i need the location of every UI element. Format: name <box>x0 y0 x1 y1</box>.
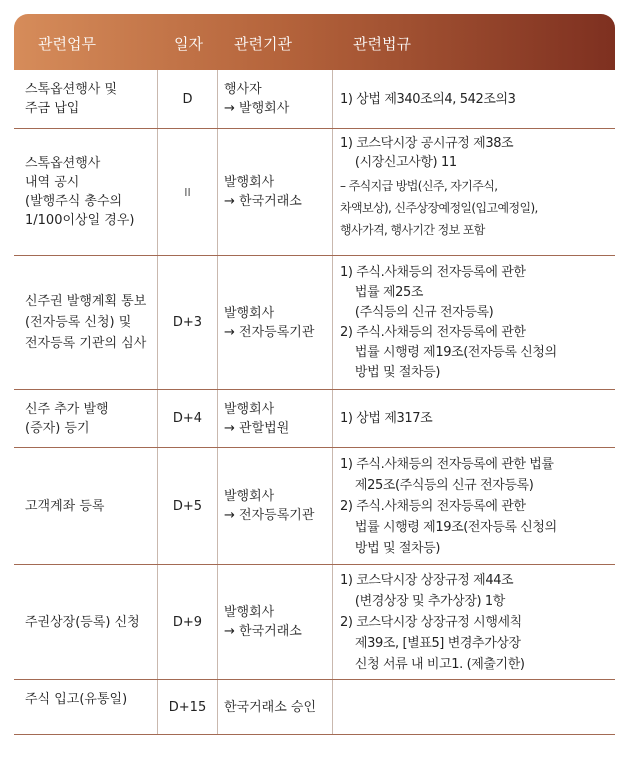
date-cell: D+5 <box>172 498 203 514</box>
law-cell: 1) 주식.사채등의 전자등록에 관한 법률 제25조(주식등의 신규 전자등록) 2) 주식.사채등의 전자등록에 관한 법률 시행령 제19조(전자등록 신청의 방법 및 절차등) <box>340 456 557 556</box>
date-cell: D+4 <box>172 411 203 426</box>
header-agency: 관련기관 <box>234 35 292 53</box>
table-header <box>14 14 615 70</box>
date-cell: D <box>182 91 193 107</box>
date-cell: II <box>184 185 191 199</box>
law-cell: 1) 상법 제317조 <box>340 411 433 426</box>
header-date: 일자 <box>174 35 203 53</box>
date-cell: D+15 <box>168 699 207 715</box>
table-row <box>14 680 615 735</box>
task-cell: 주권상장(등록) 신청 <box>25 614 140 630</box>
date-cell: D+9 <box>172 614 203 630</box>
agency-cell: 발행회사 → 한국거래소 <box>224 175 302 209</box>
table-body <box>14 70 615 735</box>
table-row <box>14 565 615 680</box>
law-cell: 1) 주식.사채등의 전자등록에 관한 법률 제25조 (주식등의 신규 전자등록) 2) 주식.사채등의 전자등록에 관한 법률 시행령 제19조(전자등록 신청의 방법 및 절차등) <box>340 264 557 380</box>
agency-cell: 발행회사 → 관할법원 <box>224 401 290 436</box>
table-row <box>14 256 615 390</box>
agency-cell: 발행회사 → 한국거래소 <box>224 605 302 639</box>
agency-cell: 한국거래소 승인 <box>224 699 317 715</box>
task-cell: 스톡옵션행사 내역 공시 (발행주식 총수의 1/100이상일 경우) <box>25 156 135 228</box>
task-cell: 고객계좌 등록 <box>25 498 105 514</box>
agency-cell: 행사자 → 발행회사 <box>224 82 290 116</box>
date-cell: D+3 <box>172 315 203 330</box>
header-law: 관련법규 <box>353 35 411 53</box>
law-note: – 주식지급 방법(신주, 자기주식, 차액보상), 신주상장예정일(입고예정일), 행사가격, 행사기간 정보 포함 <box>340 179 538 237</box>
task-cell: 신주권 발행계획 통보 (전자등록 신청) 및 전자등록 기관의 심사 <box>25 294 147 351</box>
header-task: 관련업무 <box>38 35 96 53</box>
task-cell: 스톡옵션행사 및 주금 납입 <box>25 82 118 116</box>
law-cell: 1) 상법 제340조의4, 542조의3 <box>340 91 516 107</box>
table-row <box>14 70 615 129</box>
task-cell: 주식 입고(유통일) <box>25 692 128 707</box>
law-cell: 1) 코스닥시장 공시규정 제38조 (시장신고사항) 11 <box>340 136 514 170</box>
agency-cell: 발행회사 → 전자등록기관 <box>224 489 315 523</box>
agency-cell: 발행회사 → 전자등록기관 <box>224 305 315 340</box>
table-row <box>14 129 615 256</box>
law-cell: 1) 코스닥시장 상장규정 제44조 (변경상장 및 추가상장) 1항 2) 코스닥시장 상장규정 시행세칙 제39조, [별표5] 변경추가상장 신청 서류 내 비고1. (제출기한) <box>340 572 525 672</box>
table-row <box>14 390 615 448</box>
task-cell: 신주 추가 발행 (증자) 등기 <box>25 401 109 436</box>
table-row <box>14 448 615 565</box>
